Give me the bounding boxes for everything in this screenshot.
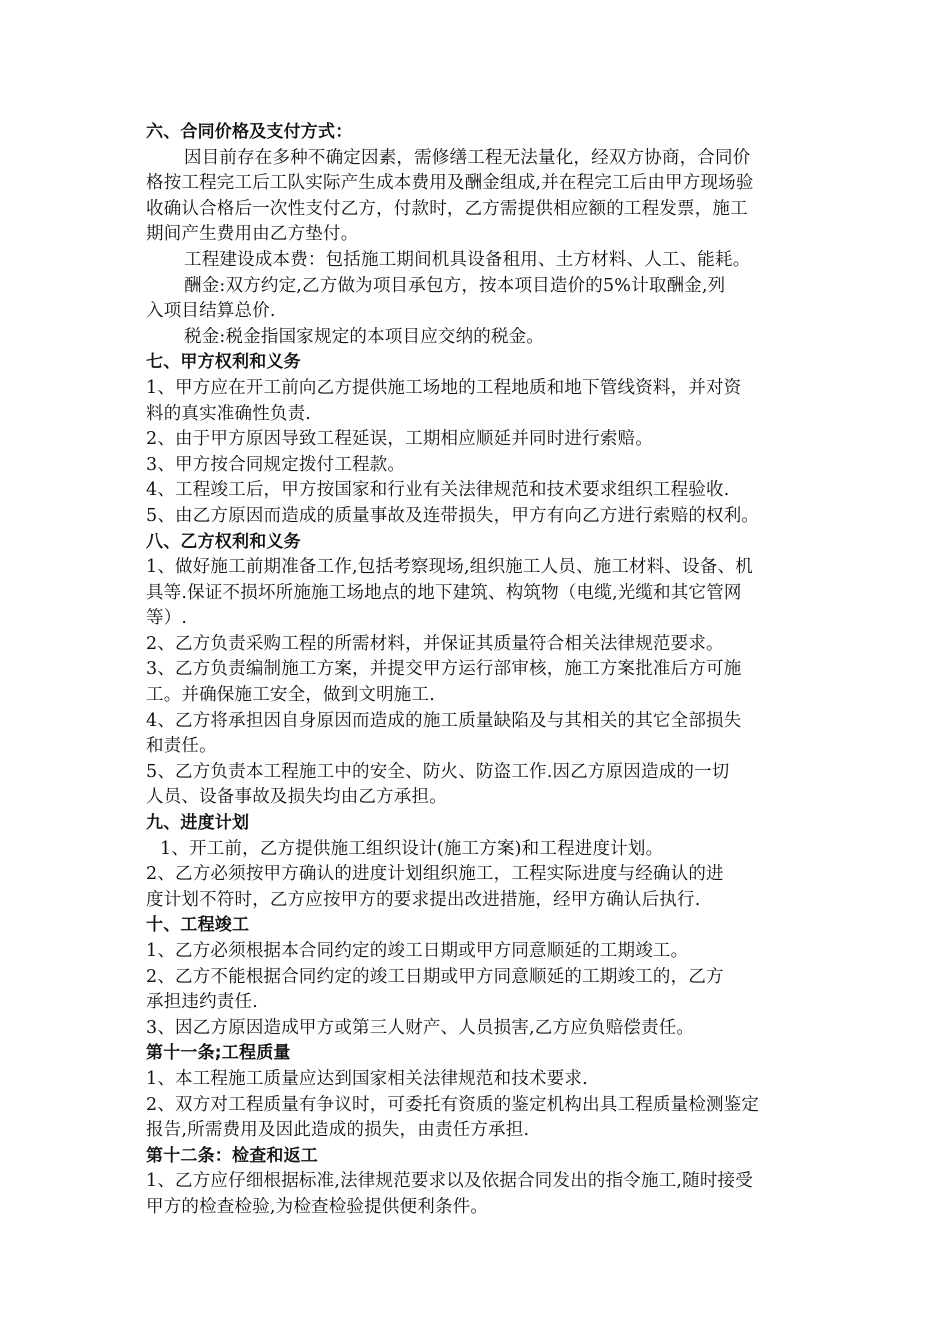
section-9-item-line: 2、乙方必须按甲方确认的进度计划组织施工，工程实际进度与经确认的进	[146, 864, 724, 885]
section-7-item-line: 4、工程竣工后，甲方按国家和行业有关法律规范和技术要求组织工程验收.	[146, 480, 730, 501]
section-8-item-line: 具等.保证不损坏所施施工场地点的地下建筑、构筑物（电缆,光缆和其它管网	[146, 582, 742, 603]
section-6-tax-line: 税金:税金指国家规定的本项目应交纳的税金。	[184, 326, 545, 347]
section-11-heading: 第十一条;工程质量	[146, 1043, 291, 1064]
section-6-para1-line: 期间产生费用由乙方垫付。	[146, 224, 359, 245]
section-7-item-line: 3、甲方按合同规定拨付工程款。	[146, 454, 406, 475]
section-8-item-line: 和责任。	[146, 736, 217, 757]
section-11-item-line: 1、本工程施工质量应达到国家相关法律规范和技术要求.	[146, 1068, 588, 1089]
section-12-item-line: 甲方的检查检验,为检查检验提供便利条件。	[146, 1196, 489, 1217]
section-8-item-line: 人员、设备事故及损失均由乙方承担。	[146, 787, 447, 808]
section-8-heading: 八、乙方权利和义务	[146, 531, 301, 552]
section-6-para1-line: 收确认合格后一次性支付乙方，付款时，乙方需提供相应额的工程发票，施工	[146, 198, 748, 219]
section-6-reward-line: 入项目结算总价.	[146, 301, 276, 322]
section-11-item-line: 报告,所需费用及因此造成的损失，由责任方承担.	[146, 1120, 530, 1141]
section-8-item-line: 4、乙方将承担因自身原因而造成的施工质量缺陷及与其相关的其它全部损失	[146, 710, 742, 731]
section-9-heading: 九、进度计划	[146, 813, 250, 834]
section-10-item-line: 2、乙方不能根据合同约定的竣工日期或甲方同意顺延的工期竣工的，乙方	[146, 966, 724, 987]
section-12-item-line: 1、乙方应仔细根据标准,法律规范要求以及依据合同发出的指令施工,随时接受	[146, 1171, 753, 1192]
section-7-item-line: 1、甲方应在开工前向乙方提供施工场地的工程地质和地下管线资料，并对资	[146, 377, 742, 398]
section-8-item-line: 等）.	[146, 608, 188, 629]
section-8-item-line: 工。并确保施工安全，做到文明施工.	[146, 685, 435, 706]
section-11-item-line: 2、双方对工程质量有争议时，可委托有资质的鉴定机构出具工程质量检测鉴定	[146, 1094, 760, 1115]
section-10-heading: 十、工程竣工	[146, 915, 250, 936]
section-6-para1-line: 格按工程完工后工队实际产生成本费用及酬金组成,并在程完工后由甲方现场验	[146, 173, 754, 194]
section-6-reward-line: 酬金:双方约定,乙方做为项目承包方，按本项目造价的5%计取酬金,列	[184, 275, 726, 296]
section-10-item-line: 3、因乙方原因造成甲方或第三人财产、人员损害,乙方应负赔偿责任。	[146, 1017, 695, 1038]
section-7-item-line: 2、由于甲方原因导致工程延误，工期相应顺延并同时进行索赔。	[146, 429, 653, 450]
section-7-item-line: 料的真实准确性负责.	[146, 403, 312, 424]
section-10-item-line: 1、乙方必须根据本合同约定的竣工日期或甲方同意顺延的工期竣工。	[146, 941, 689, 961]
section-6-heading: 六、合同价格及支付方式：	[146, 122, 353, 142]
section-8-item-line: 5、乙方负责本工程施工中的安全、防火、防盗工作.因乙方原因造成的一切	[146, 761, 730, 782]
section-9-item-line: 度计划不符时，乙方应按甲方的要求提出改进措施，经甲方确认后执行.	[146, 889, 701, 910]
section-12-heading: 第十二条：检查和返工	[146, 1145, 318, 1166]
section-6-cost-line: 工程建设成本费：包括施工期间机具设备租用、土方材料、人工、能耗。	[184, 249, 751, 270]
document-page	[146, 120, 810, 1221]
section-6-para1-line: 因目前存在多种不确定因素，需修缮工程无法量化，经双方协商，合同价	[184, 147, 751, 168]
section-8-item-line: 2、乙方负责采购工程的所需材料，并保证其质量符合相关法律规范要求。	[146, 633, 724, 654]
section-8-item-line: 3、乙方负责编制施工方案，并提交甲方运行部审核，施工方案批准后方可施	[146, 659, 742, 680]
section-7-heading: 七、甲方权利和义务	[146, 352, 301, 373]
section-10-item-line: 承担违约责任.	[146, 992, 258, 1013]
section-9-item-line: 1、开工前，乙方提供施工组织设计(施工方案)和工程进度计划。	[160, 838, 664, 859]
section-7-item-line: 5、由乙方原因而造成的质量事故及连带损失，甲方有向乙方进行索赔的权利。	[146, 505, 760, 526]
section-8-item-line: 1、做好施工前期准备工作,包括考察现场,组织施工人员、施工材料、设备、机	[146, 557, 753, 578]
